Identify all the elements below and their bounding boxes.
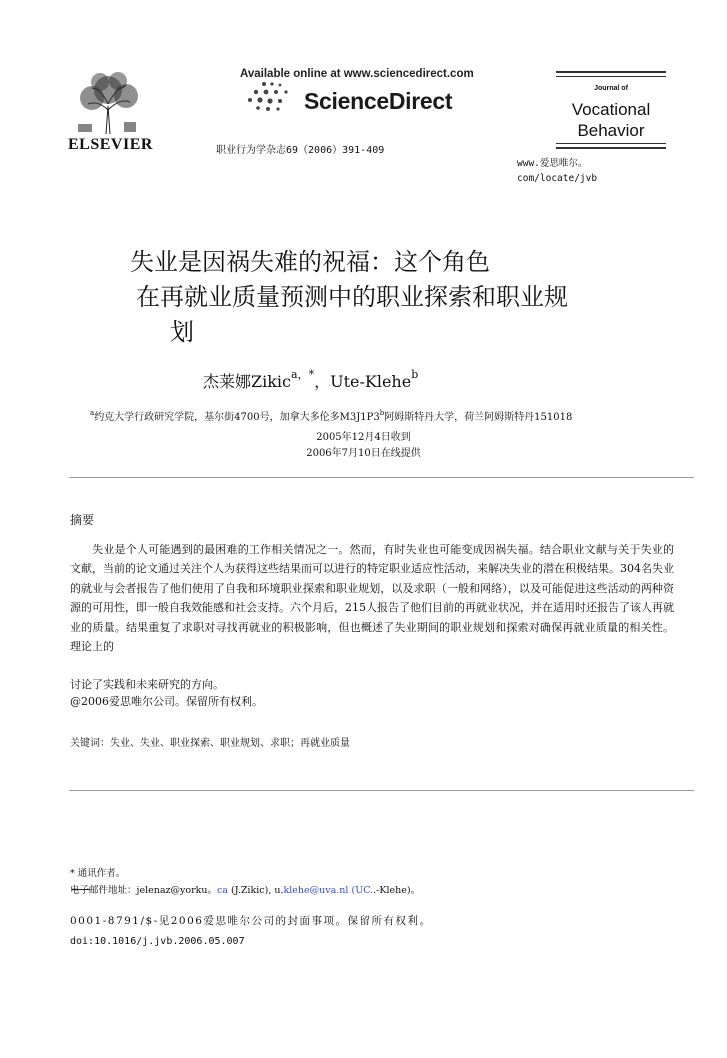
elsevier-tree-icon xyxy=(68,70,150,136)
email-addresses xyxy=(70,882,420,896)
abstract-tail-line1: 讨论了实践和未来研究的方向。 xyxy=(70,678,224,691)
journal-url[interactable] xyxy=(517,156,597,186)
sciencedirect-dots-icon xyxy=(242,80,302,114)
keywords: 关键词：失业、失业、职业探索、职业规划、求职；再就业质量 xyxy=(70,738,350,749)
email-mid: (J.Zikic), u. xyxy=(228,885,284,896)
email-link-uc[interactable]: (UC. xyxy=(348,885,374,896)
email-link-ca[interactable]: ca xyxy=(217,885,229,896)
affil-marker-a: a xyxy=(90,409,95,417)
email-label: 电子邮件地址：jelenaz@yorku。 xyxy=(70,885,218,896)
email-end: .-Klehe)。 xyxy=(373,885,421,896)
author2: Ute-Klehe xyxy=(330,372,412,391)
journal-logo xyxy=(556,71,666,149)
journal-logo-vocational: Vocational xyxy=(571,100,651,119)
divider xyxy=(69,790,694,791)
authors xyxy=(203,366,418,392)
affil-marker-b: b xyxy=(379,409,385,417)
abstract-text: 失业是个人可能遇到的最困难的工作相关情况之一。然而，有时失业也可能变成因祸失福。结合职业文献与关于失业的文献，当前的论文通过关注个人为获得这些结果而可以进行的特定职业适应性活动，来解决失业的潜在积极结果。304名失业的就业与会者报告了他们使用了自我和环境职业探索和职业规划，以及求职（一般和网络），以及可能促进这些活动的两种资源的可用性，即一般自我效能感和社会支持。六个月后，215人报告了他们目前的再就业状况，并在适用时还报告了该人再就业的质量。结果重复了求职对寻找再就业的积极影响，但也概述了失业期间的职业规划和探索对确保再就业质量的相关性。理论上的 xyxy=(70,543,674,654)
author1-affil: a，* xyxy=(291,368,315,381)
author2-affil: b xyxy=(411,368,419,381)
sciencedirect-logo-text: ScienceDirect xyxy=(304,88,453,114)
affiliations xyxy=(90,408,572,423)
publisher-name: ELSEVIER xyxy=(68,136,153,153)
author-separator: ， xyxy=(314,372,331,391)
received-date: 2005年12月4日收到 xyxy=(316,432,411,443)
email-link-klehe[interactable]: klehe@uva.nl xyxy=(283,885,349,896)
journal-logo-journal-of: Journal of xyxy=(594,85,628,92)
abstract-body xyxy=(70,540,674,656)
journal-citation: 职业行为学杂志69（2006）391-409 xyxy=(216,145,385,156)
divider xyxy=(69,477,694,478)
copyright-line: 0001-8791/$-见2006爱思唯尔公司的封面事项。保留所有权利。 xyxy=(70,915,432,927)
journal-url-line1[interactable]: www.爱思唯尔。 xyxy=(517,158,588,169)
online-date: 2006年7月10日在线提供 xyxy=(306,448,421,459)
article-title-line1: 失业是因祸失难的祝福：这个角色 xyxy=(130,248,490,276)
article-title-line3: 划 xyxy=(170,318,194,346)
corresponding-author-note: * 通讯作者。 xyxy=(70,868,126,879)
affiliation-a: 约克大学行政研究学院，基尔街4700号，加拿大多伦多M3J1P3 xyxy=(94,412,380,423)
journal-logo-behavior: Behavior xyxy=(577,121,645,140)
doi-link[interactable]: doi:10.1016/j.jvb.2006.05.007 xyxy=(70,936,245,947)
article-title-line2: 在再就业质量预测中的职业探索和职业规 xyxy=(136,283,568,311)
affiliation-b: 阿姆斯特丹大学，荷兰阿姆斯特丹151018 xyxy=(384,412,573,423)
abstract-tail xyxy=(70,676,263,710)
abstract-copyright: @2006爱思唯尔公司。保留所有权利。 xyxy=(70,695,263,708)
abstract-heading: 摘要 xyxy=(70,513,95,527)
author1: 杰莱娜Zikic xyxy=(203,372,292,391)
sd-available-text: Available online at www.sciencedirect.com xyxy=(240,68,474,80)
journal-url-line2[interactable]: com/locate/jvb xyxy=(517,173,598,184)
